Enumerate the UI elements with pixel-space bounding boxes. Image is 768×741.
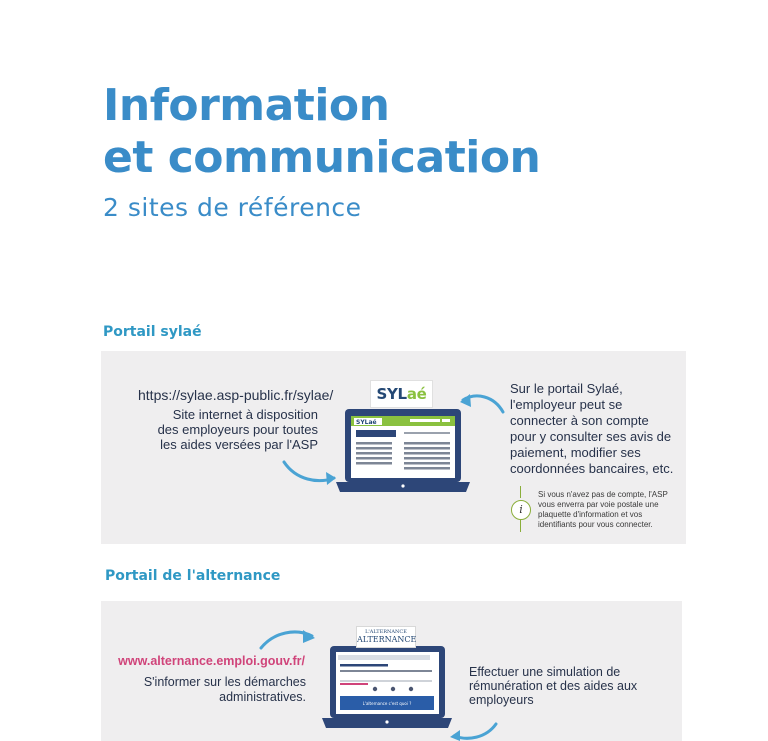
title-line-1: Information [103, 80, 390, 131]
sylae-logo-main: SYL [376, 385, 407, 403]
alternance-logo [356, 626, 416, 648]
info-divider-top [520, 486, 521, 498]
info-icon: i [511, 500, 531, 520]
alternance-description: S'informer sur les démarches administratives. [143, 675, 306, 704]
sylae-heading: Portail sylaé [103, 324, 202, 340]
sylae-logo-accent: aé [406, 385, 427, 403]
sylae-url: https://sylae.asp-public.fr/sylae/ [138, 387, 334, 403]
laptop-icon [336, 409, 470, 492]
sylae-description: Site internet à disposition des employeurs pour toutes les aides versées par l'ASP [157, 407, 318, 452]
sylae-logo [370, 380, 433, 408]
screen-banner-text: L'alternance c'est quoi ? [362, 701, 412, 706]
curved-arrow-icon [454, 724, 496, 738]
alternance-heading: Portail de l'alternance [105, 568, 281, 584]
page-subtitle: 2 sites de référence [103, 193, 362, 222]
info-divider-bottom [520, 520, 521, 532]
alternance-url: www.alternance.emploi.gouv.fr/ [118, 654, 305, 668]
alternance-right-text: Effectuer une simulation de rémunération et des aides aux employeurs [469, 665, 638, 707]
title-line-2: et communication [103, 132, 541, 183]
alternance-logo-line1: L'ALTERNANCE [365, 629, 407, 635]
sylae-note: Si vous n'avez pas de compte, l'ASP vous enverra par voie postale une plaquette d'information et vos identifiants pour vous connecter. [538, 490, 668, 529]
alternance-logo-line2: ALTERNANCE [357, 635, 417, 644]
laptop-icon [322, 646, 452, 728]
screen-logo-text: SYLaé [356, 419, 377, 426]
sylae-right-text: Sur le portail Sylaé, l'employeur peut se connecter à son compte pour y consulter ses avis de paiement, modifier ses coordonnées bancaires, etc. [510, 381, 674, 476]
